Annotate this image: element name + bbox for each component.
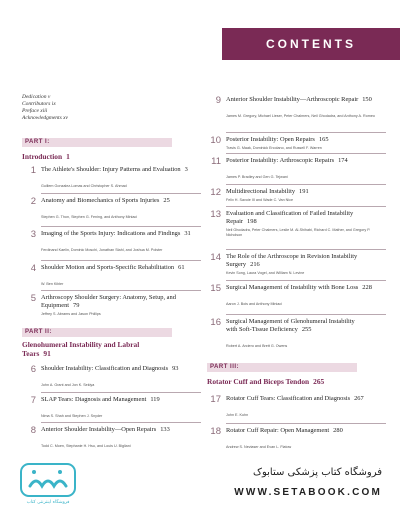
divider [226,206,386,207]
chapter-number: 8 [30,425,36,436]
toc-entry[interactable] [207,210,390,246]
part-label: PART I: [25,139,50,145]
setabook-logo-icon [20,462,76,498]
chapter-number: 6 [30,364,36,375]
chapter-title: The Athlete's Shoulder: Injury Patterns and Evaluation 3 [41,166,188,173]
toc-entry[interactable] [207,318,390,358]
toc-entry[interactable] [207,427,390,455]
chapter-authors: James P. Bradley and Gen G. Tejwani [226,175,288,179]
front-matter-item[interactable]: Preface xiii [22,108,48,114]
chapter-number: 5 [30,293,36,304]
front-matter-item[interactable]: Contributors ix [22,101,56,107]
divider [226,153,386,154]
page-header [0,0,400,88]
chapter-title: Surgical Management of Glenohumeral Instability with Soft-Tissue Deficiency 255 [226,318,355,333]
chapter-number: 9 [215,95,221,106]
toc-entry[interactable] [22,166,202,196]
chapter-title: Evaluation and Classification of Failed Instability Repair 198 [226,210,354,225]
chapter-authors: Nima S. Shah and Stephen J. Snyder [41,414,103,418]
chapter-title: Anterior Shoulder Instability—Arthroscopic Repair 150 [226,96,372,103]
chapter-number: 17 [210,394,221,405]
chapter-authors: Travis G. Maak, Dominick Ercolano, and Russell F. Warren [226,146,322,150]
chapter-title: Shoulder Instability: Classification and Diagnosis 93 [41,365,179,372]
chapter-authors: Jeffrey S. Abrams and Jason Phillips [41,312,101,316]
part-title[interactable]: Rotator Cuff and Biceps Tendon 265 [207,377,325,386]
divider [226,423,386,424]
chapter-title: Rotator Cuff Tears: Classification and Diagnosis 267 [226,395,364,402]
logo-subtitle: فروشگاه اینترنتی کتاب [26,500,70,505]
part-band [207,363,357,372]
chapter-authors: Felix H. Savoie III and Wade C. Van Nice [226,198,294,202]
chapter-title: Imaging of the Sports Injury: Indications and Findings 31 [41,230,191,237]
toc-entry[interactable] [22,426,202,454]
front-matter-item[interactable]: Dedication v [22,94,51,100]
chapter-title: The Role of the Arthroscope in Revision Instability Surgery 216 [226,253,358,268]
part-band [22,328,172,337]
chapter-title: Multidirectional Instability 191 [226,188,309,195]
store-url[interactable]: WWW.SETABOOK.COM [234,487,382,498]
chapter-authors: Aaron J. Bois and Anthony Miniaci [226,302,282,306]
toc-entry[interactable] [22,197,202,225]
chapter-authors: Todd C. Moen, Stephanie H. Hsu, and Louis U. Bigliani [41,444,131,448]
part-band [22,138,172,147]
divider [41,290,201,291]
toc-entry[interactable] [207,157,390,185]
chapter-number: 3 [30,229,36,240]
chapter-title: Anterior Shoulder Instability—Open Repairs 133 [41,426,170,433]
chapter-number: 2 [30,196,36,207]
divider [41,193,201,194]
chapter-authors: Ferdinand Kaelin, Dominic Moschi, Jonathan Stahl, and Joshua M. Polster [41,248,163,252]
chapter-title: Posterior Instability: Open Repairs 165 [226,136,329,143]
chapter-authors: Neil Ghodadra, Peter Chalmers, Leslie M. Al-Shihabi, Richard C. Mather, and Gregory P. Nicholson [226,228,371,237]
front-matter-item[interactable]: Acknowledgments xv [22,115,68,121]
contents-banner [222,28,400,60]
toc-entry[interactable] [207,395,390,425]
chapter-number: 14 [210,252,221,263]
toc-entry[interactable] [22,230,202,260]
chapter-authors: Robert A. Arciero and Brett G. Owens [226,344,288,348]
part-title[interactable]: Introduction 1 [22,152,70,161]
chapter-number: 11 [211,156,221,167]
chapter-title: Shoulder Motion and Sports-Specific Rehabilitation 61 [41,264,185,271]
toc-entry[interactable] [207,253,390,283]
chapter-title: SLAP Tears: Diagnosis and Management 119 [41,396,160,403]
divider [226,249,386,250]
part-title[interactable]: Glenohumeral Instability and Labral Tears 91 [22,340,140,358]
chapter-number: 4 [30,263,36,274]
chapter-number: 7 [30,395,36,406]
chapter-authors: John A. Grant and Jon K. Sekiya [41,383,95,387]
toc-entry[interactable] [207,284,390,314]
chapter-authors: W. Ben Kibler [41,282,64,286]
chapter-title: Surgical Management of Instability with Bone Loss 228 [226,284,372,291]
chapter-title: Arthroscopy Shoulder Surgery: Anatomy, Setup, and Equipment 79 [41,294,176,309]
chapter-title: Anatomy and Biomechanics of Sports Injuries 25 [41,197,170,204]
chapter-title: Posterior Instability: Arthroscopic Repairs 174 [226,157,348,164]
divider [41,226,201,227]
chapter-authors: James M. Gregory, Michael Lieser, Peter Chalmers, Neil Ghodadra, and Anthony A. Romeo [226,114,375,118]
divider [41,422,201,423]
chapter-authors: Stephen G. Thon, Stephen G. Fening, and Anthony Miniaci [41,215,138,219]
divider [226,132,386,133]
chapter-number: 10 [210,135,221,146]
chapter-authors: Kevin Song, Laura Vogel, and William N. Levine [226,271,305,275]
divider [226,184,386,185]
page-title: CONTENTS [266,37,356,51]
part-label: PART II: [25,329,52,335]
divider [41,392,201,393]
store-name-persian: فروشگاه کتاب پزشکی ستابوک [253,467,382,478]
chapter-number: 15 [210,283,221,294]
toc-entry[interactable] [207,188,390,208]
chapter-authors: John E. Kuhn [226,413,249,417]
chapter-number: 12 [210,187,221,198]
chapter-number: 13 [210,209,221,220]
divider [226,314,386,315]
chapter-authors: Andrew S. Neviaser and Evan L. Flatow [226,445,292,449]
chapter-number: 16 [210,317,221,328]
chapter-title: Rotator Cuff Repair: Open Management 280 [226,427,343,434]
toc-entry[interactable] [22,365,202,395]
chapter-authors: Guillem Gonzalez-Lomas and Christopher S. Ahmad [41,184,127,188]
chapter-number: 1 [30,165,36,176]
divider [226,280,386,281]
divider [41,260,201,261]
part-label: PART III: [210,364,240,370]
front-matter [22,94,202,122]
toc-entry[interactable] [207,96,390,132]
toc-entry[interactable] [22,294,202,324]
chapter-number: 18 [210,426,221,437]
